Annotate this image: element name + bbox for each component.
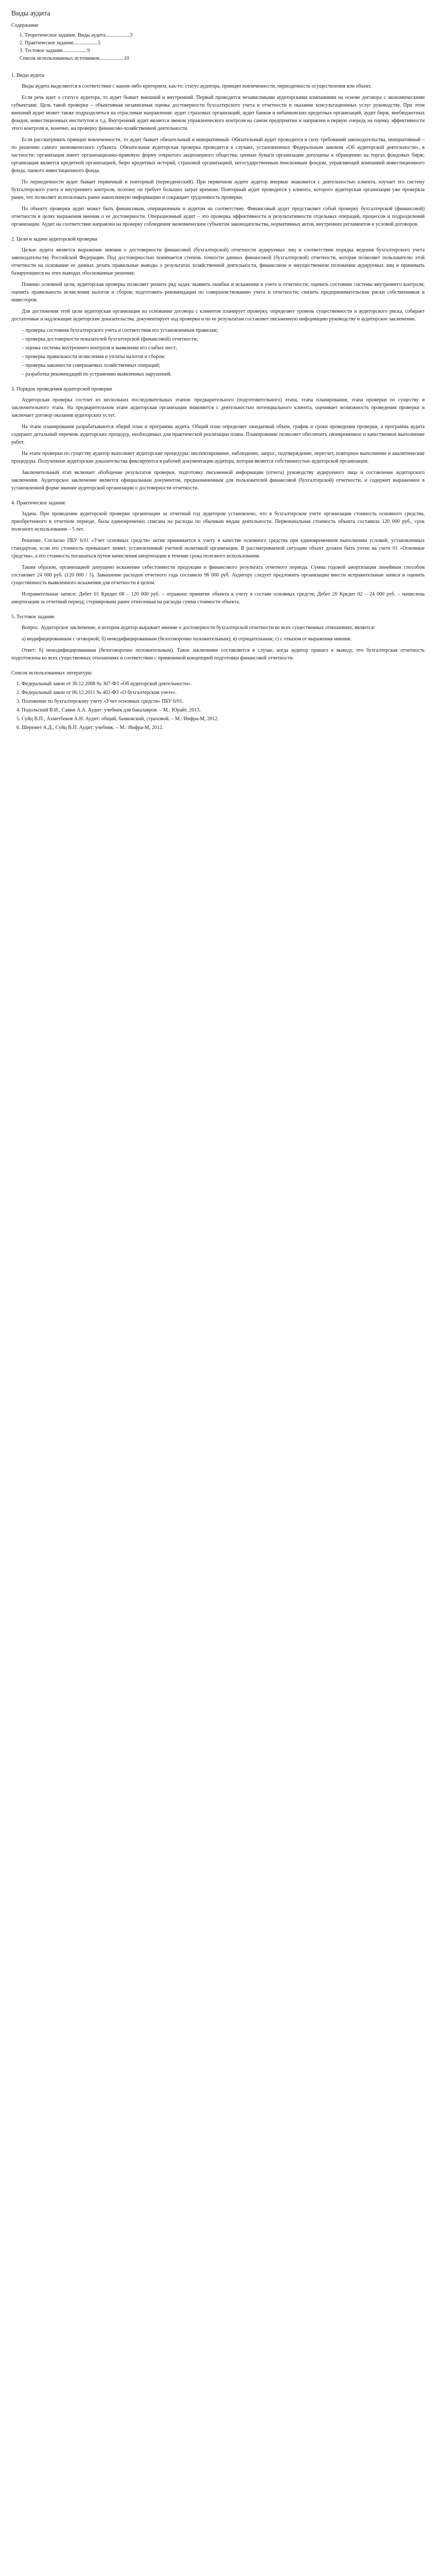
list-item: – проверка правильности исчисления и уплаты налогов и сборов;: [22, 354, 165, 360]
paragraph: По периодичности аудит бывает первичный и повторный (периодический). При первичном аудите аудитор впервые знакомится с деятельностью клиента, изучает его систему бухгалтерского учета и внутреннего контроля, поэтому он требует больших затрат времени. Повторный аудит проводится у клиента, которого аудиторская организация уже проверяла ранее, что позволяет использовать ранее накопленную информацию и сокращает трудоемкость проверки.: [11, 179, 425, 200]
bibliography-list: [11, 680, 425, 732]
paragraph: Таким образом, организацией допущено искажение себестоимости продукции и финансового результата отчетного периода. Сумма годовой амортизации линейным способом составляет 24 000 руб. (120 000 / 5). Завышение расходов отчетного года составило 96 000 руб. Аудитору следует предложить организации внести исправительные записи и оценить существенность выявленного искажения для отчетности в целом.: [11, 565, 425, 586]
paragraph: На этапе проверки по существу аудитор выполняет аудиторские процедуры: инспектирование, наблюдение, запрос, подтверждение, пересчет, повторное выполнение и аналитические процедуры. Полученные аудиторские доказательства фиксируются в рабочей документации аудитора, которая является собственностью аудиторской организации.: [11, 451, 425, 464]
list-item: – проверка достоверности показателей бухгалтерской (финансовой) отчетности;: [22, 336, 198, 342]
paragraph: Исправительные записи: Дебет 01 Кредит 08 – 120 000 руб. – отражено принятие объекта к учету в составе основных средств; Дебет 20 Кредит 02 – 24 000 руб. – начислена амортизация за отчетный период; сторнирована ранее отнесенная на расходы сумма стоимости объекта.: [11, 591, 425, 605]
bibliography-item: 1. Федеральный закон от 30.12.2008 № 307-ФЗ «Об аудиторской деятельности».: [16, 681, 192, 687]
toc-item[interactable]: 2. Практическое задание...................5: [20, 40, 101, 46]
bibliography-item: 4. Подольский В.И., Савин А.А. Аудит: учебник для бакалавров. – М.: Юрайт, 2013.: [16, 707, 201, 713]
section: [11, 499, 425, 606]
paragraph: Ответ: б) немодифицированным (безоговорочно положительным). Такое заключение составляется в случае, когда аудитор пришел к выводу, что бухгалтерская отчетность подготовлена во всех существенных отношениях в соответствии с применимой концепцией подготовки финансовой отчетности.: [11, 648, 425, 661]
section: [11, 72, 425, 228]
paragraph: Аудиторская проверка состоит из нескольких последовательных этапов: предварительного (подготовительного) этапа, этапа планирования, этапа проверки по существу и заключительного этапа. На предварительном этапе аудиторская организация знакомится с деятельностью потенциального клиента, оценивает возможность проведения проверки и заключает договор оказания аудиторских услуг.: [11, 397, 425, 418]
section: [11, 385, 425, 492]
paragraph: Задача. При проведении аудиторской проверки организации за отчетный год аудитором установлено, что в бухгалтерском учете организации стоимость основного средства, приобретенного в отчетном периоде, была единовременно списана на расходы по обычным видам деятельности. Первоначальная стоимость объекта составила 120 000 руб., срок полезного использования – 5 лет.: [11, 511, 425, 532]
toc-caption: Содержание: [11, 23, 39, 28]
document-title: Виды аудита: [11, 10, 50, 18]
section: [11, 235, 425, 378]
bibliography-heading: Список использованных литературы: [11, 670, 92, 676]
toc-item[interactable]: 1. Теоретическое задание. Виды аудита...................3: [20, 32, 133, 38]
toc-item[interactable]: Список использованных источников...................10: [20, 56, 129, 61]
paragraph: Заключительный этап включает обобщение результатов проверки, подготовку письменной информации (отчета) руководству аудируемого лица и составление аудиторского заключения. Аудиторское заключение является официальным документом, предназначенным для пользователей финансовой (бухгалтерской) отчетности, и содержит выраженное в установленной форме мнение аудиторской организации о достоверности отчетности.: [11, 470, 425, 491]
paragraph: Если рассматривать принцип вовлеченности, то аудит бывает обязательный и инициативный. Обязательный аудит проводится в силу требований законодательства, инициативный – по решению самого экономического субъекта. Обязательная аудиторская проверка проводится в случаях, установленных Федеральным законом «Об аудиторской деятельности», в частности: организация имеет организационно-правовую форму открытого акционерного общества; ценные бумаги организации допущены к обращению на торгах фондовых бирж; организация является кредитной организацией, бюро кредитных историй, страховой организацией, негосударственным пенсионным фондом, управляющей компанией инвестиционного фонда, паевого инвестиционного фонда.: [11, 137, 425, 174]
list-item: – оценка системы внутреннего контроля и выявление его слабых мест;: [22, 345, 177, 351]
paragraph: Если речь идет о статусе аудитора, то аудит бывает внешний и внутренний. Первый проводится независимыми аудиторскими компаниями на основе договора с экономическими субъектами. Цель такой проверки – объективная независимая оценка достоверности бухгалтерского учета и отчетности и оказание консультационных услуг руководству. При этом внешний аудит может также подразделяться на отраслевые направления: аудит страховых организаций, аудит банков и небанковских кредитных организаций, аудит бирж, внебюджетных фондов, инвестиционных институтов и т.д. Внутренний аудит является звеном управленческого контроля на самом предприятии и направлен в первую очередь на оценку эффективности этого контроля и, конечно, на проверку финансово-хозяйственной деятельности.: [11, 95, 425, 131]
toc-item[interactable]: 3. Тестовое задание...................9: [20, 48, 90, 54]
bullet-list: [11, 327, 425, 378]
bibliography-item: 3. Положение по бухгалтерскому учету «Учет основных средств» ПБУ 6/01.: [16, 699, 184, 704]
paragraph: По объекту проверки аудит может быть финансовым, операционным и аудитом на соответствие. Финансовый аудит представляет собой проверку бухгалтерской (финансовой) отчетности в целях выражения мнения о ее достоверности. Операционный аудит – это проверка эффективности и результативности отдельных операций, процессов и подразделений организации. Аудит на соответствие направлен на проверку соблюдения экономическим субъектом законодательства, нормативных актов, внутренних регламентов и условий договоров.: [11, 206, 425, 227]
section-heading: 5. Тестовое задание: [11, 614, 55, 620]
table-of-contents: [11, 31, 425, 62]
bibliography-item: 2. Федеральный закон от 06.12.2011 № 402-ФЗ «О бухгалтерском учете».: [16, 690, 177, 696]
paragraph: На этапе планирования разрабатываются общий план и программа аудита. Общий план определяет ожидаемый объем, график и сроки проведения проверки, а программа аудита содержит детальный перечень аудиторских процедур, необходимых для практической реализации плана. Планирование позволяет обеспечить своевременное и качественное выполнение работ.: [11, 424, 425, 445]
document-body: [11, 72, 425, 662]
section: [11, 613, 425, 662]
bibliography-item: 6. Шеремет А.Д., Суйц В.П. Аудит: учебник. – М.: Инфра-М, 2012.: [16, 725, 164, 731]
paragraph: Решение. Согласно ПБУ 6/01 «Учет основных средств» актив принимается к учету в качестве основного средства при единовременном выполнении условий, установленных стандартом, если его стоимость превышает лимит, установленный учетной политикой организации. В рассматриваемой ситуации объект должен быть учтен на счете 01 «Основные средства», а его стоимость погашаться путем начисления амортизации в течение срока полезного использования.: [11, 538, 425, 559]
list-item: – проверка состояния бухгалтерского учета и соответствия его установленным правилам;: [22, 328, 218, 333]
paragraph: Целью аудита является выражение мнения о достоверности финансовой (бухгалтерской) отчетности аудируемых лиц и соответствии порядка ведения бухгалтерского учета законодательству Российской Федерации. Под достоверностью понимается степень точности данных финансовой (бухгалтерской) отчетности, которая позволяет пользователю этой отчетности на основании ее данных делать правильные выводы о результатах хозяйственной деятельности, финансовом и имущественном положении аудируемых лиц и принимать базирующиеся на этих выводах обоснованные решения.: [11, 247, 425, 276]
list-item: – разработка рекомендаций по устранению выявленных нарушений.: [22, 371, 172, 377]
list-item: – проверка законности совершаемых хозяйственных операций;: [22, 363, 161, 368]
paragraph: Виды аудита выделяются в соответствии с каким-либо критерием, как-то: статус аудитора, принцип вовлеченности, периодичность осуществления или объект.: [22, 83, 372, 89]
section-heading: 3. Порядок проведения аудиторской проверки: [11, 386, 112, 392]
section-heading: 1. Виды аудита: [11, 73, 44, 78]
paragraph: Помимо основной цели, аудиторская проверка позволяет решить ряд задач: выявить ошибки и искажения в учете и отчетности; оценить состояние системы внутреннего контроля; оценить правильность исчисления налогов и сборов; подготовить рекомендации по совершенствованию учета и отчетности; снизить предпринимательские риски собственников и инвесторов.: [11, 282, 425, 303]
paragraph: Вопрос. Аудиторское заключение, в котором аудитор выражает мнение о достоверности бухгалтерской отчетности во всех существенных отношениях, является:: [22, 625, 375, 631]
paragraph: Для достижения этой цели аудиторская организация на основании договора с клиентом планирует проверку, определяет уровень существенности и аудиторского риска, собирает достаточные и надлежащие аудиторские доказательства, документирует ход проверки и по ее результатам составляет письменную информацию руководству и аудиторское заключение.: [11, 309, 425, 322]
bibliography-item: 5. Суйц В.П., Ахметбеков А.Н. Аудит: общий, банковский, страховой. – М.: Инфра-М, 2012.: [16, 716, 219, 722]
section-heading: 4. Практическое задание: [11, 500, 65, 506]
paragraph: а) модифицированным с оговоркой; б) немодифицированным (безоговорочно положительным); в) отрицательным; г) с отказом от выражения мнения.: [22, 636, 352, 642]
section-heading: 2. Цели и задачи аудиторской проверки: [11, 236, 98, 242]
